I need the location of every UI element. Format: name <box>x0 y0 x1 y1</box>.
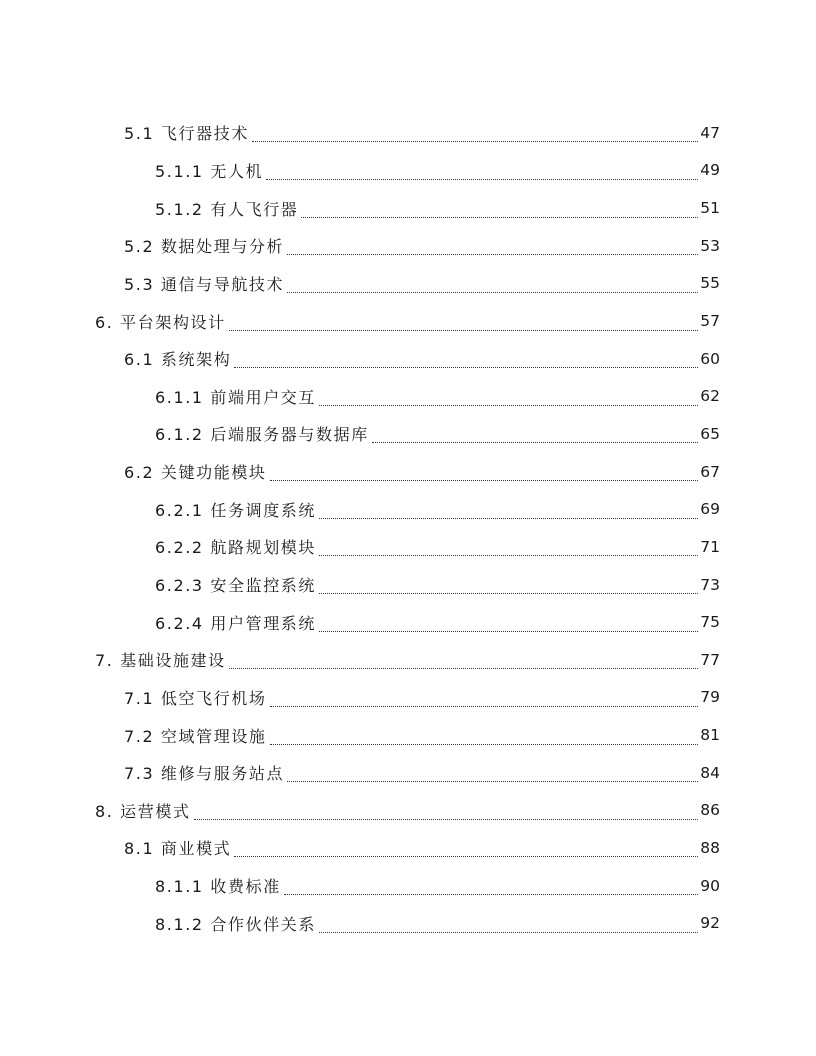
toc-entry[interactable] <box>0 377 816 415</box>
toc-entry-title: 8.1.2 合作伙伴关系 <box>155 914 316 934</box>
toc-entry-page-number: 71 <box>700 537 720 556</box>
toc-entry[interactable] <box>0 453 816 491</box>
dot-leader <box>319 541 698 556</box>
toc-entry-page-number: 75 <box>700 613 720 632</box>
toc-entry[interactable] <box>0 152 816 190</box>
toc-entry-title: 5.1 飞行器技术 <box>124 124 249 144</box>
dot-leader <box>194 805 699 820</box>
dot-leader <box>229 654 699 669</box>
toc-entry[interactable] <box>0 566 816 604</box>
toc-entry[interactable] <box>0 528 816 566</box>
toc-entry[interactable] <box>0 754 816 792</box>
dot-leader <box>287 278 698 293</box>
dot-leader <box>270 692 699 707</box>
toc-entry-page-number: 79 <box>700 688 720 707</box>
toc-entry-title: 8. 运营模式 <box>95 801 191 821</box>
toc-entry-page-number: 77 <box>700 650 720 669</box>
toc-entry[interactable] <box>0 227 816 265</box>
toc-entry[interactable] <box>0 490 816 528</box>
dot-leader <box>301 203 698 218</box>
toc-entry[interactable] <box>0 265 816 303</box>
toc-entry-page-number: 60 <box>700 349 720 368</box>
toc-entry-page-number: 51 <box>700 199 720 218</box>
dot-leader <box>270 466 699 481</box>
toc-entry-title: 6.2 关键功能模块 <box>124 463 267 483</box>
dot-leader <box>319 918 698 933</box>
toc-entry-title: 7.1 低空飞行机场 <box>124 688 267 708</box>
toc-entry[interactable] <box>0 867 816 905</box>
dot-leader <box>319 391 698 406</box>
toc-entry-page-number: 57 <box>700 312 720 331</box>
toc-entry-page-number: 47 <box>700 123 720 142</box>
toc-entry-title: 7. 基础设施建设 <box>95 651 226 671</box>
toc-entry[interactable] <box>0 415 816 453</box>
toc-entry-title: 7.2 空域管理设施 <box>124 726 267 746</box>
toc-entry-title: 6. 平台架构设计 <box>95 312 226 332</box>
toc-entry-page-number: 62 <box>700 387 720 406</box>
toc-entry-title: 6.2.3 安全监控系统 <box>155 576 316 595</box>
toc-entry-title: 6.2.4 用户管理系统 <box>155 613 316 633</box>
toc-entry[interactable] <box>0 679 816 717</box>
toc-entry-page-number: 65 <box>700 424 720 443</box>
toc-entry-title: 5.2 数据处理与分析 <box>124 237 285 257</box>
dot-leader <box>266 165 698 180</box>
toc-entry-page-number: 88 <box>700 838 720 857</box>
dot-leader <box>287 240 698 255</box>
toc-entry-page-number: 86 <box>700 801 720 820</box>
dot-leader <box>270 730 699 745</box>
toc-entry[interactable] <box>0 603 816 641</box>
toc-entry-title: 6.1.1 前端用户交互 <box>155 387 316 407</box>
dot-leader <box>234 353 698 368</box>
dot-leader <box>229 316 699 331</box>
toc-entry-title: 6.2.1 任务调度系统 <box>155 500 316 520</box>
toc-entry[interactable] <box>0 189 816 227</box>
toc-entry-title: 6.2.2 航路规划模块 <box>155 538 316 558</box>
dot-leader <box>319 617 698 632</box>
toc-entry-page-number: 90 <box>700 876 720 895</box>
toc-entry-title: 8.1 商业模式 <box>124 839 232 859</box>
toc-entry[interactable] <box>0 904 816 942</box>
dot-leader <box>319 504 698 519</box>
toc-entry-title: 5.1.2 有人飞行器 <box>155 199 299 219</box>
toc-entry-page-number: 55 <box>700 274 720 293</box>
dot-leader <box>372 428 698 443</box>
dot-leader <box>287 767 698 782</box>
toc-entry-page-number: 69 <box>700 500 720 519</box>
toc-entry-page-number: 49 <box>700 161 720 180</box>
dot-leader <box>234 842 698 857</box>
dot-leader <box>252 127 698 142</box>
toc-entry-title: 7.3 维修与服务站点 <box>124 764 285 784</box>
table-of-contents <box>0 114 816 942</box>
toc-entry[interactable] <box>0 716 816 754</box>
toc-entry-page-number: 92 <box>700 914 720 933</box>
toc-entry[interactable] <box>0 792 816 830</box>
toc-entry-page-number: 81 <box>700 726 720 745</box>
toc-entry-title: 6.1 系统架构 <box>124 350 232 370</box>
toc-entry-page-number: 67 <box>700 462 720 481</box>
toc-entry-title: 5.3 通信与导航技术 <box>124 274 285 294</box>
toc-entry-title: 8.1.1 收费标准 <box>155 877 281 897</box>
toc-entry[interactable] <box>0 829 816 867</box>
toc-entry[interactable] <box>0 302 816 340</box>
toc-entry-page-number: 84 <box>700 763 720 782</box>
toc-entry[interactable] <box>0 340 816 378</box>
toc-entry-title: 6.1.2 后端服务器与数据库 <box>155 425 369 445</box>
dot-leader <box>319 579 698 594</box>
toc-entry-page-number: 73 <box>700 575 720 594</box>
toc-entry[interactable] <box>0 641 816 679</box>
toc-entry-page-number: 53 <box>700 236 720 255</box>
toc-entry[interactable] <box>0 114 816 152</box>
dot-leader <box>284 880 698 895</box>
toc-entry-title: 5.1.1 无人机 <box>155 161 264 181</box>
